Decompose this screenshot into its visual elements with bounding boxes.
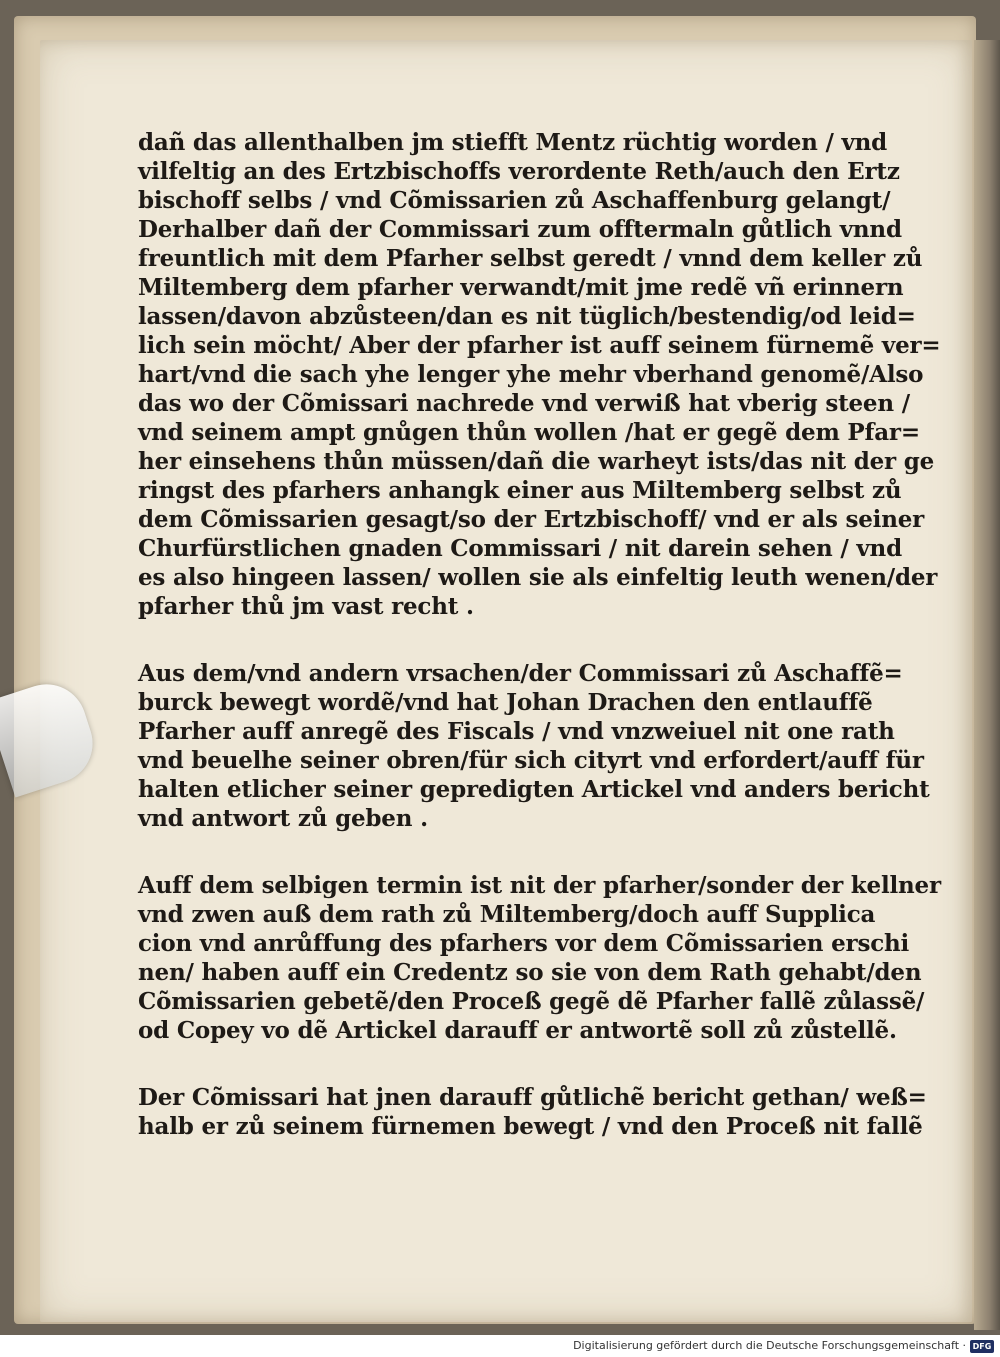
- text-line: Aus dem/vnd andern vrsachen/der Commissari zů Aschaffẽ=: [138, 660, 903, 687]
- text-line: od Copey vo dẽ Artickel darauff er antwortẽ soll zů zůstellẽ.: [138, 1017, 897, 1044]
- funding-footer: [0, 1337, 1000, 1357]
- paragraph-4: [138, 1083, 927, 1141]
- text-line: freuntlich mit dem Pfarher selbst geredt / vnnd dem keller zů: [138, 245, 923, 272]
- text-line: vnd zwen auß dem rath zů Miltemberg/doch auff Supplica: [138, 901, 876, 928]
- paragraph-1: [138, 128, 941, 621]
- paragraph-3: [138, 871, 941, 1045]
- text-line: vilfeltig an des Ertzbischoffs verordente Reth/auch den Ertz: [138, 158, 900, 185]
- text-line: lassen/davon abzůsteen/dan es nit tüglich/bestendig/od leid=: [138, 303, 916, 330]
- text-line: es also hingeen lassen/ wollen sie als einfeltig leuth wenen/der: [138, 564, 938, 591]
- text-line: Churfürstlichen gnaden Commissari / nit darein sehen / vnd: [138, 535, 902, 562]
- text-line: lich sein möcht/ Aber der pfarher ist auff seinem fürnemẽ ver=: [138, 332, 941, 359]
- text-line: Pfarher auff anregẽ des Fiscals / vnd vnzweiuel nit one rath: [138, 718, 895, 745]
- funding-note: Digitalisierung gefördert durch die Deutsche Forschungsgemeinschaft ·: [573, 1339, 966, 1352]
- dfg-logo-icon: DFG: [970, 1340, 994, 1353]
- text-line: ringst des pfarhers anhangk einer aus Miltemberg selbst zů: [138, 477, 902, 504]
- text-line: vnd beuelhe seiner obren/für sich cityrt vnd erfordert/auff für: [138, 747, 924, 774]
- text-line: Auff dem selbigen termin ist nit der pfarher/sonder der kellner: [138, 872, 941, 899]
- text-line: das wo der Cõmissari nachrede vnd verwiß hat vberig steen /: [138, 390, 910, 417]
- book-edge: [974, 40, 1000, 1330]
- text-line: halten etlicher seiner gepredigten Artickel vnd anders bericht: [138, 776, 930, 803]
- body-text: [138, 128, 941, 1141]
- text-line: pfarher thů jm vast recht .: [138, 593, 474, 620]
- text-line: Miltemberg dem pfarher verwandt/mit jme redẽ vñ erinnern: [138, 274, 904, 301]
- text-line: Derhalber dañ der Commissari zum offtermaln gůtlich vnnd: [138, 216, 902, 243]
- text-line: dañ das allenthalben jm stiefft Mentz rüchtig worden / vnd: [138, 129, 888, 156]
- paragraph-2: [138, 659, 930, 833]
- text-line: vnd antwort zů geben .: [138, 805, 428, 832]
- text-line: Der Cõmissari hat jnen darauff gůtlichẽ bericht gethan/ weß=: [138, 1084, 927, 1111]
- text-line: dem Cõmissarien gesagt/so der Ertzbischoff/ vnd er als seiner: [138, 506, 925, 533]
- text-line: Cõmissarien gebetẽ/den Proceß gegẽ dẽ Pfarher fallẽ zůlassẽ/: [138, 988, 925, 1015]
- text-line: vnd seinem ampt gnůgen thůn wollen /hat er gegẽ dem Pfar=: [138, 419, 920, 446]
- text-line: cion vnd anrůffung des pfarhers vor dem Cõmissarien erschi: [138, 930, 910, 957]
- text-line: her einsehens thůn müssen/dañ die warheyt ists/das nit der ge: [138, 448, 935, 475]
- text-line: nen/ haben auff ein Credentz so sie von dem Rath gehabt/den: [138, 959, 922, 986]
- text-line: burck bewegt wordẽ/vnd hat Johan Drachen den entlauffẽ: [138, 689, 873, 716]
- text-line: halb er zů seinem fürnemen bewegt / vnd den Proceß nit fallẽ: [138, 1113, 923, 1140]
- text-line: bischoff selbs / vnd Cõmissarien zů Aschaffenburg gelangt/: [138, 187, 891, 214]
- text-line: hart/vnd die sach yhe lenger yhe mehr vberhand genomẽ/Also: [138, 361, 924, 388]
